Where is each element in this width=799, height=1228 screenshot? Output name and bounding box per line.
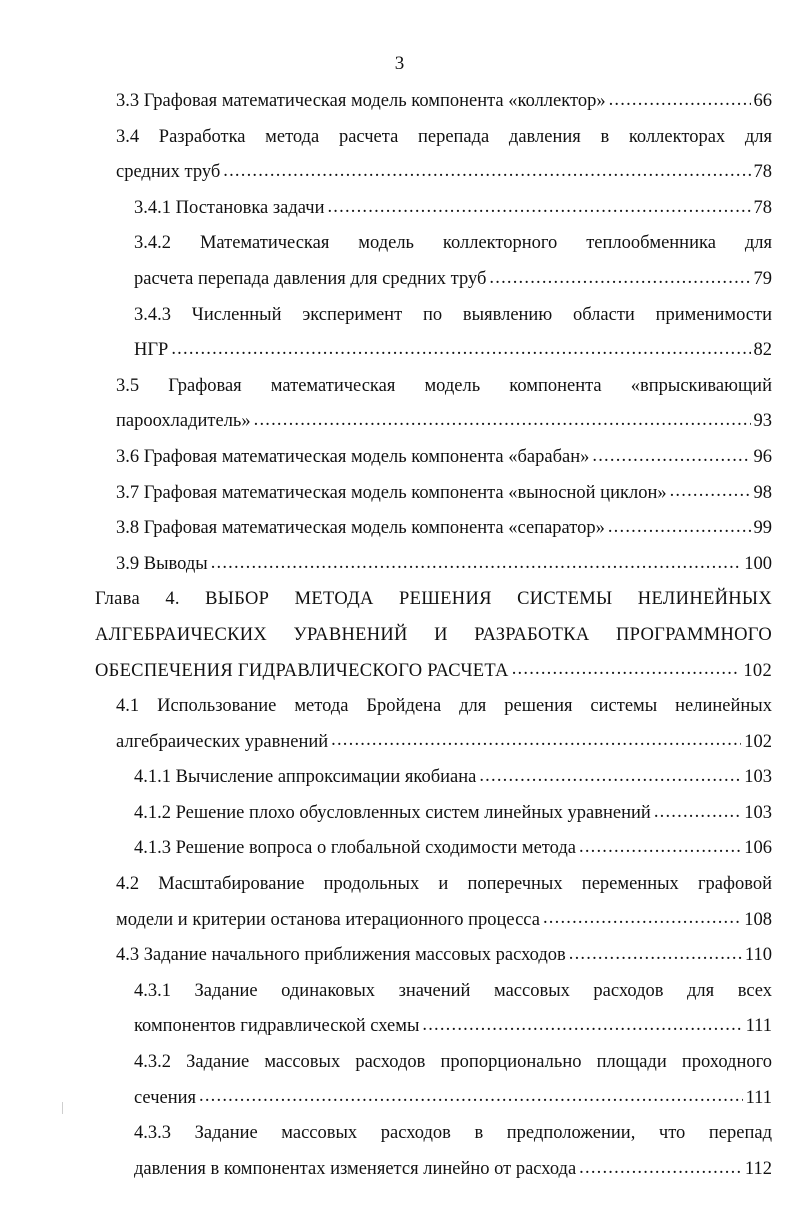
toc-entry-4-3 bbox=[0, 938, 799, 974]
toc-leader-dots bbox=[422, 1017, 742, 1037]
toc-page-number: 112 bbox=[744, 1158, 772, 1179]
toc-entry-title: 4.2 Масштабирование продольных и поперечных переменных графовой bbox=[116, 874, 772, 895]
toc-page-number: 78 bbox=[753, 197, 772, 218]
toc-leader-dots bbox=[592, 448, 750, 468]
toc-entry-title-cont: компонентов гидравлической схемы bbox=[134, 1016, 420, 1037]
toc-entry-title: 4.3.3 Задание массовых расходов в предположении, что перепад bbox=[134, 1123, 772, 1144]
toc-entry-title: 4.3.1 Задание одинаковых значений массовых расходов для всех bbox=[134, 980, 772, 1001]
page-number: 3 bbox=[394, 53, 405, 74]
toc-page-number: 82 bbox=[753, 340, 772, 361]
toc-page-number: 96 bbox=[753, 446, 772, 467]
toc-entry-chapter-4 bbox=[0, 582, 799, 689]
toc-entry-3-4-3 bbox=[0, 298, 799, 369]
toc-entry-3-3 bbox=[0, 84, 799, 120]
toc-leader-dots bbox=[211, 555, 742, 575]
toc-entry-title-cont: сечения bbox=[134, 1087, 197, 1108]
toc-page-number: 66 bbox=[753, 91, 772, 111]
toc-entry-title: 3.4.1 Постановка задачи bbox=[134, 197, 325, 218]
toc-page-number: 102 bbox=[744, 731, 772, 752]
scan-mark bbox=[62, 1102, 63, 1114]
toc-entry-4-1-2 bbox=[0, 796, 799, 832]
toc-page-number: 100 bbox=[744, 553, 772, 574]
toc-page-number: 111 bbox=[745, 1087, 772, 1108]
toc-leader-dots bbox=[579, 839, 741, 859]
toc-entry-title: 4.1.3 Решение вопроса о глобальной сходимости метода bbox=[134, 838, 576, 859]
toc-entry-title: 3.4.2 Математическая модель коллекторного теплообменника для bbox=[134, 233, 772, 254]
toc-entry-3-9 bbox=[0, 547, 799, 583]
toc-entry-title: 3.8 Графовая математическая модель компонента «сепаратор» bbox=[116, 518, 605, 539]
toc-entry-4-2 bbox=[0, 867, 799, 938]
toc-leader-dots bbox=[479, 768, 741, 788]
toc-entry-4-1 bbox=[0, 689, 799, 760]
toc-chapter-title: Глава 4. ВЫБОР МЕТОДА РЕШЕНИЯ СИСТЕМЫ НЕЛИНЕЙНЫХ bbox=[95, 589, 772, 610]
toc-chapter-title-cont: АЛГЕБРАИЧЕСКИХ УРАВНЕНИЙ И РАЗРАБОТКА ПРОГРАММНОГО bbox=[95, 624, 772, 645]
toc-entry-title: 3.9 Выводы bbox=[116, 553, 208, 574]
toc-entry-4-1-1 bbox=[0, 760, 799, 796]
toc-entry-3-4 bbox=[0, 120, 799, 191]
toc-leader-dots bbox=[199, 1088, 743, 1108]
toc-entry-title: 4.1.2 Решение плохо обусловленных систем линейных уравнений bbox=[134, 802, 651, 823]
toc-leader-dots bbox=[654, 804, 741, 824]
toc-page-number: 106 bbox=[744, 838, 772, 859]
toc-entry-title-cont: средних труб bbox=[116, 162, 221, 183]
toc-entry-title-cont: пароохладитель» bbox=[116, 411, 251, 432]
toc-leader-dots bbox=[512, 661, 741, 681]
toc-entry-title: 3.7 Графовая математическая модель компонента «выносной циклон» bbox=[116, 482, 667, 503]
toc-leader-dots bbox=[489, 270, 750, 290]
toc-leader-dots bbox=[579, 1160, 742, 1180]
toc-leader-dots bbox=[670, 483, 751, 503]
toc-entry-3-4-2 bbox=[0, 226, 799, 297]
toc-entry-4-3-3 bbox=[0, 1116, 799, 1187]
toc-page-number: 78 bbox=[753, 162, 772, 183]
toc-entry-3-7 bbox=[0, 476, 799, 512]
toc-page-number: 93 bbox=[753, 411, 772, 432]
toc-entry-3-4-1 bbox=[0, 191, 799, 227]
toc-entry-title-cont: НГР bbox=[134, 340, 169, 361]
toc-leader-dots bbox=[171, 341, 750, 361]
toc-leader-dots bbox=[609, 92, 751, 112]
toc-entry-title: 3.4.3 Численный эксперимент по выявлению области применимости bbox=[134, 304, 772, 325]
toc-page-number: 110 bbox=[744, 945, 772, 966]
toc-leader-dots bbox=[223, 163, 750, 183]
toc-entry-title-cont: расчета перепада давления для средних труб bbox=[134, 268, 487, 289]
toc-page-number: 98 bbox=[753, 482, 772, 503]
toc-page-number: 108 bbox=[744, 909, 772, 930]
toc-entry-title-cont: модели и критерии останова итерационного процесса bbox=[116, 909, 540, 930]
toc-page-number: 111 bbox=[745, 1016, 772, 1037]
toc-entry-4-1-3 bbox=[0, 831, 799, 867]
toc-entry-3-8 bbox=[0, 511, 799, 547]
toc-entry-3-6 bbox=[0, 440, 799, 476]
table-of-contents bbox=[0, 84, 799, 1187]
toc-page-number: 102 bbox=[743, 660, 772, 681]
toc-entry-title: 3.4 Разработка метода расчета перепада давления в коллекторах для bbox=[116, 126, 772, 147]
toc-entry-title: 3.6 Графовая математическая модель компонента «барабан» bbox=[116, 446, 590, 467]
toc-page-number: 103 bbox=[744, 802, 772, 823]
toc-entry-title: 4.3 Задание начального приближения массовых расходов bbox=[116, 945, 566, 966]
toc-entry-title: 4.3.2 Задание массовых расходов пропорционально площади проходного bbox=[134, 1052, 772, 1073]
toc-leader-dots bbox=[543, 910, 741, 930]
toc-leader-dots bbox=[327, 199, 750, 219]
toc-entry-4-3-2 bbox=[0, 1045, 799, 1116]
toc-entry-title-cont: алгебраических уравнений bbox=[116, 731, 329, 752]
toc-page-number: 79 bbox=[753, 268, 772, 289]
toc-entry-4-3-1 bbox=[0, 974, 799, 1045]
toc-page-number: 99 bbox=[753, 518, 772, 539]
toc-entry-title-cont: давления в компонентах изменяется линейно от расхода bbox=[134, 1158, 577, 1179]
toc-entry-title: 4.1 Использование метода Бройдена для решения системы нелинейных bbox=[116, 696, 772, 717]
toc-leader-dots bbox=[254, 412, 751, 432]
toc-entry-title: 3.5 Графовая математическая модель компонента «впрыскивающий bbox=[116, 375, 772, 396]
toc-leader-dots bbox=[608, 519, 751, 539]
toc-leader-dots bbox=[569, 946, 742, 966]
toc-entry-3-5 bbox=[0, 369, 799, 440]
toc-leader-dots bbox=[331, 732, 741, 752]
toc-entry-title: 3.3 Графовая математическая модель компонента «коллектор» bbox=[116, 91, 606, 111]
toc-chapter-title-cont: ОБЕСПЕЧЕНИЯ ГИДРАВЛИЧЕСКОГО РАСЧЕТА bbox=[95, 660, 509, 681]
toc-page-number: 103 bbox=[744, 767, 772, 788]
toc-entry-title: 4.1.1 Вычисление аппроксимации якобиана bbox=[134, 767, 477, 788]
